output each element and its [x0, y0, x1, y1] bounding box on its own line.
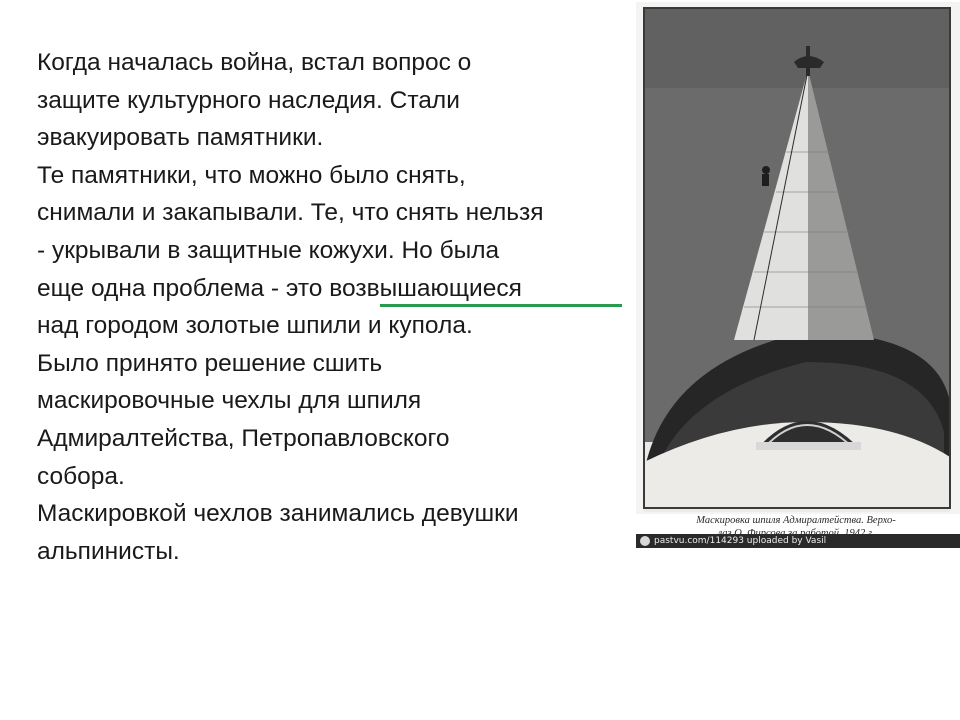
text-line: над городом золотые шпили и купола.	[37, 312, 473, 340]
text-line: эвакуировать памятники.	[37, 124, 324, 152]
paragraph-1	[37, 44, 637, 157]
text-line: маскировочные чехлы для шпиля	[37, 387, 422, 415]
paragraph-3	[37, 345, 637, 495]
main-text	[37, 44, 637, 570]
historical-photo	[636, 2, 960, 548]
text-line: Когда началась война, встал вопрос о	[37, 49, 472, 76]
text-line: Те памятники, что можно было снять,	[37, 161, 466, 189]
highlight-underline	[380, 304, 622, 307]
caption-line-1: Маскировка шпиля Адмиралтейства. Верхо-	[696, 515, 896, 526]
camera-icon	[640, 536, 650, 546]
source-credit-bar	[636, 534, 960, 548]
spire-photo-image	[636, 2, 960, 514]
text-line: защите культурного наследия. Стали	[37, 86, 460, 114]
text-line: альпинисты.	[37, 537, 180, 565]
text-line: собора.	[37, 462, 125, 490]
text-line: Адмиралтейства, Петропавловского	[37, 424, 450, 452]
text-line: - укрывали в защитные кожухи. Но была	[37, 236, 500, 264]
text-line: Было принято решение сшить	[37, 349, 383, 377]
text-line: еще одна проблема - это возвышающиеся	[37, 274, 522, 302]
paragraph-4	[37, 495, 637, 570]
paragraph-2	[37, 157, 637, 345]
source-credit: pastvu.com/114293 uploaded by Vasil	[654, 536, 827, 546]
text-line: Маскировкой чехлов занимались девушки	[37, 500, 519, 528]
text-line: снимали и закапывали. Те, что снять нельзя	[37, 199, 544, 227]
